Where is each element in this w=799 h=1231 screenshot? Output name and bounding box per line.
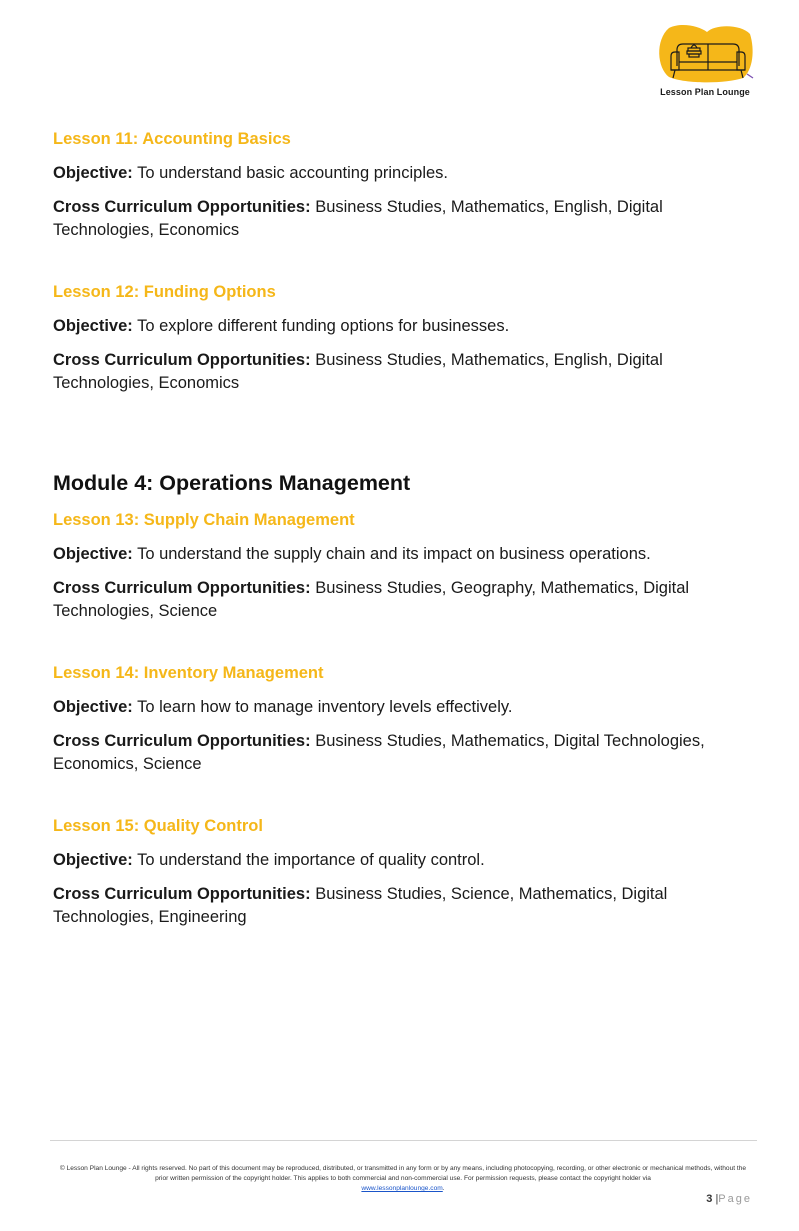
objective-text: To understand the supply chain and its impact on business operations. (132, 545, 651, 563)
lesson-title: Lesson 13: Supply Chain Management (53, 511, 355, 529)
objective-label: Objective: (53, 698, 133, 716)
cross-curriculum-label: Cross Curriculum Opportunities: (53, 885, 311, 903)
lesson-title: Lesson 15: Quality Control (53, 817, 263, 835)
objective (53, 543, 753, 566)
lesson-13 (53, 510, 753, 623)
cross-curriculum-text: Business Studies, Mathematics, English, Digital Technologies, Economics (53, 351, 663, 392)
lesson-title: Lesson 11: Accounting Basics (53, 130, 291, 148)
objective (53, 162, 753, 185)
lesson-14 (53, 663, 753, 776)
lesson-title: Lesson 14: Inventory Management (53, 664, 324, 682)
cross-curriculum-label: Cross Curriculum Opportunities: (53, 198, 311, 216)
lesson-15 (53, 816, 753, 929)
lesson-plan-lounge-logo (655, 22, 755, 102)
website-link[interactable]: www.lessonplanlounge.com (361, 1185, 443, 1192)
page-number-value: 3 (706, 1193, 713, 1205)
cross-curriculum-label: Cross Curriculum Opportunities: (53, 732, 311, 750)
objective-label: Objective: (53, 164, 133, 182)
footer-copyright (58, 1164, 748, 1194)
cross-curriculum-text: Business Studies, Mathematics, English, Digital Technologies, Economics (53, 198, 663, 239)
cross-curriculum-text: Business Studies, Mathematics, Digital Technologies, Economics, Science (53, 732, 705, 773)
objective-text: To learn how to manage inventory levels effectively. (132, 698, 513, 716)
sofa-logo-icon (655, 22, 755, 86)
lesson-11 (53, 129, 753, 242)
page-label: Page (718, 1193, 752, 1205)
objective-label: Objective: (53, 545, 133, 563)
link-suffix: . (442, 1185, 445, 1192)
module-title: Module 4: Operations Management (53, 471, 411, 495)
cross-curriculum-label: Cross Curriculum Opportunities: (53, 351, 311, 369)
page-separator: | (715, 1193, 719, 1205)
objective-text: To understand basic accounting principles. (132, 164, 449, 182)
cross-curriculum-text: Business Studies, Science, Mathematics, Digital Technologies, Engineering (53, 885, 668, 926)
lesson-12 (53, 282, 753, 395)
page-number (706, 1193, 752, 1205)
cross-curriculum (53, 349, 753, 395)
logo-text: Lesson Plan Lounge (660, 87, 750, 97)
objective-label: Objective: (53, 317, 133, 335)
objective (53, 849, 753, 872)
copyright-text: © Lesson Plan Lounge - All rights reserved. No part of this document may be reproduced, distributed, or transmitted in any form or by any means, including photocopying, recording, or other electronic or mechanical methods, without the prior written permission of the copyright holder. This applies to both commercial and non-commercial use. For permission requests, please contact the copyright holder via (59, 1165, 747, 1182)
cross-curriculum (53, 196, 753, 242)
objective (53, 315, 753, 338)
cross-curriculum (53, 730, 753, 776)
cross-curriculum (53, 883, 753, 929)
cross-curriculum-label: Cross Curriculum Opportunities: (53, 579, 311, 597)
document-body (53, 129, 753, 969)
objective-text: To explore different funding options for businesses. (132, 317, 510, 335)
cross-curriculum-text: Business Studies, Geography, Mathematics, Digital Technologies, Science (53, 579, 690, 620)
lesson-title: Lesson 12: Funding Options (53, 283, 276, 301)
objective-label: Objective: (53, 851, 133, 869)
footer-divider (50, 1140, 757, 1141)
objective-text: To understand the importance of quality control. (132, 851, 485, 869)
cross-curriculum (53, 577, 753, 623)
objective (53, 696, 753, 719)
